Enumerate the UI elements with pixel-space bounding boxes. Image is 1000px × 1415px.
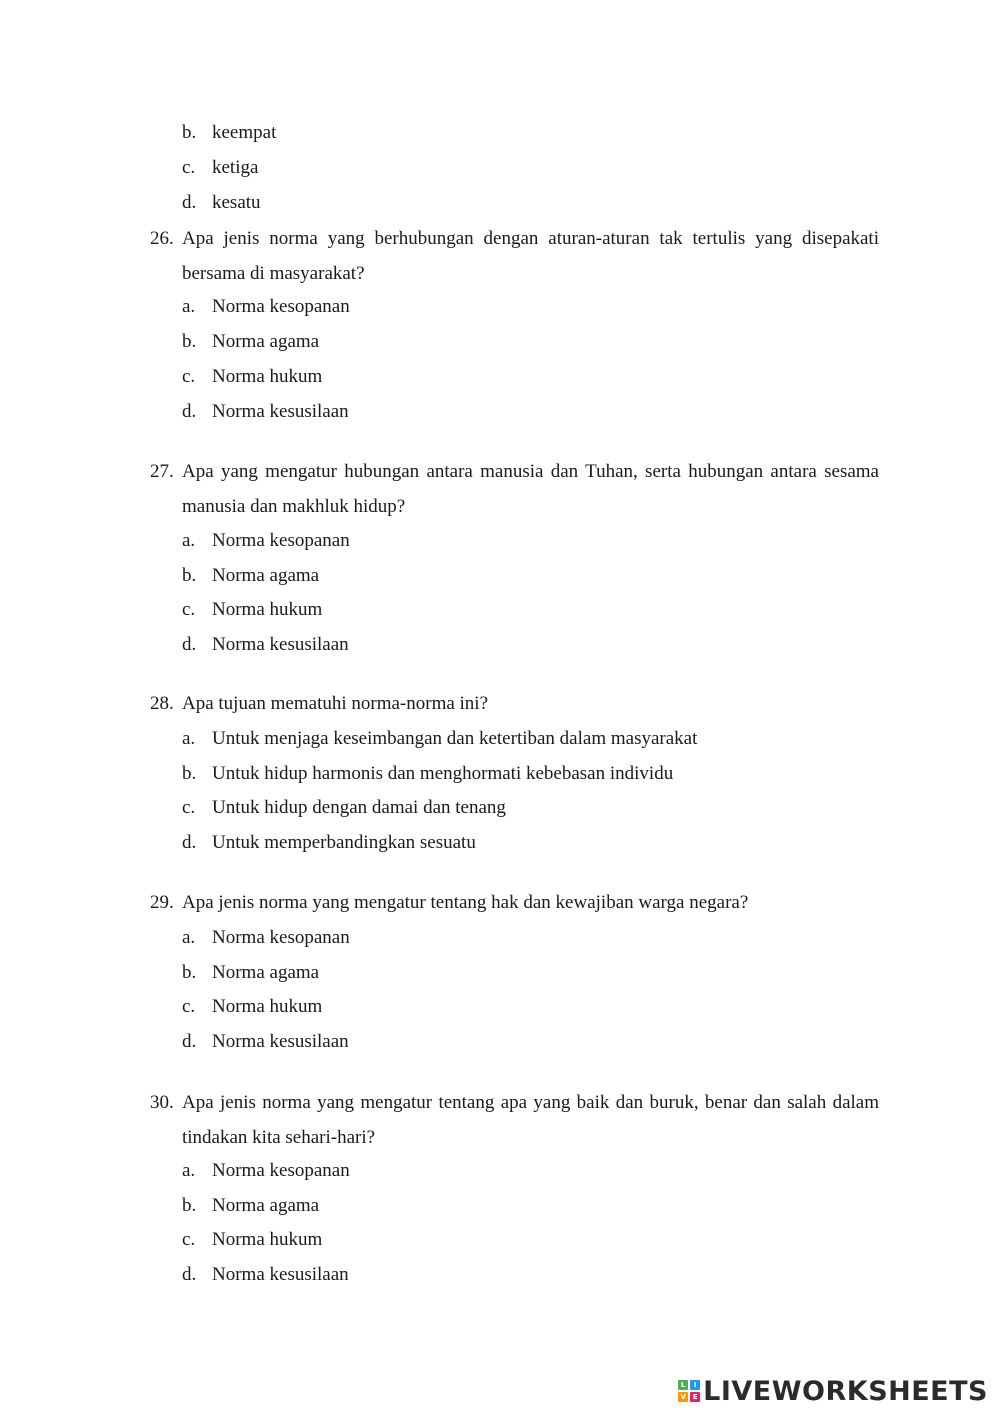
logo-tile: I	[690, 1380, 700, 1390]
question-number: 27.	[150, 461, 174, 482]
option-text: Norma kesusilaan	[212, 634, 349, 655]
option-text: keempat	[212, 122, 277, 143]
option-text: Norma hukum	[212, 996, 323, 1017]
liveworksheets-logo[interactable]	[678, 1375, 988, 1407]
option-letter: b.	[182, 1195, 197, 1216]
option-text: Norma agama	[212, 962, 320, 983]
option-text: Norma kesusilaan	[212, 1264, 349, 1285]
option-text: Untuk hidup dengan damai dan tenang	[212, 797, 506, 818]
option-letter: d.	[182, 832, 197, 853]
option-item[interactable]	[182, 330, 319, 354]
option-text: Norma kesusilaan	[212, 401, 349, 422]
option-letter: a.	[182, 927, 196, 948]
option-text: Norma kesopanan	[212, 530, 350, 551]
option-item[interactable]	[182, 1228, 322, 1252]
question-text: Apa jenis norma yang berhubungan dengan aturan-aturan tak tertulis yang disepakati bersama di masyarakat?	[182, 228, 879, 284]
option-item	[182, 156, 258, 180]
option-item[interactable]	[182, 529, 350, 553]
option-text: Untuk memperbandingkan sesuatu	[212, 832, 476, 853]
option-item[interactable]	[182, 831, 476, 855]
option-item[interactable]	[182, 295, 350, 319]
option-item[interactable]	[182, 564, 319, 588]
option-letter: d.	[182, 192, 197, 213]
option-letter: b.	[182, 122, 197, 143]
question-number: 30.	[150, 1092, 174, 1113]
option-letter: b.	[182, 962, 197, 983]
option-text: Norma kesopanan	[212, 1160, 350, 1181]
option-text: Norma kesopanan	[212, 927, 350, 948]
option-letter: d.	[182, 634, 197, 655]
option-letter: c.	[182, 797, 196, 818]
option-item	[182, 121, 276, 145]
option-letter: b.	[182, 565, 197, 586]
option-letter: a.	[182, 1160, 196, 1181]
option-letter: d.	[182, 1264, 197, 1285]
option-letter: a.	[182, 728, 196, 749]
option-item[interactable]	[182, 1159, 350, 1183]
option-item[interactable]	[182, 796, 506, 820]
option-letter: b.	[182, 763, 197, 784]
option-letter: c.	[182, 996, 196, 1017]
option-letter: b.	[182, 331, 197, 352]
option-text: Norma agama	[212, 1195, 320, 1216]
option-letter: d.	[182, 1031, 197, 1052]
option-letter: a.	[182, 530, 196, 551]
option-item[interactable]	[182, 1263, 349, 1287]
logo-tile: L	[678, 1380, 688, 1390]
question-number: 26.	[150, 228, 174, 249]
option-text: Norma kesusilaan	[212, 1031, 349, 1052]
option-letter: a.	[182, 296, 196, 317]
option-item[interactable]	[182, 995, 322, 1019]
logo-grid-icon	[678, 1380, 700, 1402]
option-text: Untuk menjaga keseimbangan dan ketertiban dalam masyarakat	[212, 728, 698, 749]
option-item[interactable]	[182, 400, 349, 424]
option-item[interactable]	[182, 365, 322, 389]
option-item[interactable]	[182, 727, 697, 751]
option-text: Norma agama	[212, 331, 320, 352]
option-letter: c.	[182, 157, 196, 178]
option-letter: c.	[182, 366, 196, 387]
option-item[interactable]	[182, 633, 349, 657]
brand-name: LIVEWORKSHEETS	[703, 1375, 988, 1407]
option-item[interactable]	[182, 762, 673, 786]
option-letter: d.	[182, 401, 197, 422]
logo-tile: E	[690, 1392, 700, 1402]
option-letter: c.	[182, 1229, 196, 1250]
logo-tile: V	[678, 1392, 688, 1402]
option-item[interactable]	[182, 1194, 319, 1218]
option-text: Norma hukum	[212, 1229, 323, 1250]
question-text: Apa jenis norma yang mengatur tentang apa yang baik dan buruk, benar dan salah dalam tindakan kita sehari-hari?	[182, 1092, 879, 1148]
option-text: Untuk hidup harmonis dan menghormati kebebasan individu	[212, 763, 674, 784]
option-text: Norma agama	[212, 565, 320, 586]
question-text: Apa yang mengatur hubungan antara manusia dan Tuhan, serta hubungan antara sesama manusia dan makhluk hidup?	[182, 461, 879, 517]
question-text: Apa jenis norma yang mengatur tentang hak dan kewajiban warga negara?	[182, 892, 749, 913]
question-number: 29.	[150, 892, 174, 913]
option-item[interactable]	[182, 926, 350, 950]
option-text: kesatu	[212, 192, 261, 213]
option-item[interactable]	[182, 961, 319, 985]
option-text: Norma kesopanan	[212, 296, 350, 317]
option-item	[182, 191, 261, 215]
question-number: 28.	[150, 693, 174, 714]
option-item[interactable]	[182, 1030, 349, 1054]
option-item[interactable]	[182, 598, 322, 622]
option-letter: c.	[182, 599, 196, 620]
option-text: Norma hukum	[212, 599, 323, 620]
option-text: ketiga	[212, 157, 259, 178]
question-text: Apa tujuan mematuhi norma-norma ini?	[182, 693, 489, 714]
option-text: Norma hukum	[212, 366, 323, 387]
